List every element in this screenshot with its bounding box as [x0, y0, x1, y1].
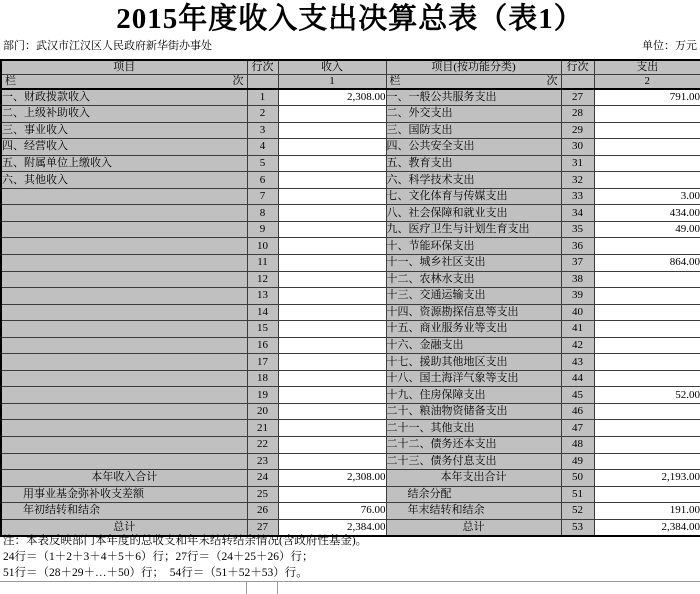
left-item-cell: 总计 — [1, 519, 247, 536]
header-lanci-right — [386, 75, 561, 90]
table-row — [1, 337, 700, 354]
right-amount-cell — [594, 321, 700, 338]
footnotes — [3, 533, 367, 581]
right-item-cell: 四、公共安全支出 — [386, 139, 561, 156]
right-amount-cell: 2,384.00 — [594, 519, 700, 536]
table-row — [1, 238, 700, 255]
table-row — [1, 403, 700, 420]
left-rownum-cell: 18 — [247, 370, 278, 387]
right-rownum-cell: 32 — [561, 172, 594, 189]
right-item-cell: 三、国防支出 — [386, 122, 561, 139]
table-row — [1, 155, 700, 172]
left-rownum-cell: 20 — [247, 403, 278, 420]
left-item-cell — [1, 436, 247, 453]
left-item-cell: 本年收入合计 — [1, 470, 247, 487]
left-amount-cell — [278, 238, 386, 255]
right-item-cell: 十四、资源勘探信息等支出 — [386, 304, 561, 321]
left-amount-cell — [278, 387, 386, 404]
left-item-cell — [1, 254, 247, 271]
right-item-cell: 结余分配 — [386, 486, 561, 503]
left-amount-cell — [278, 436, 386, 453]
table-row — [1, 271, 700, 288]
left-rownum-cell: 23 — [247, 453, 278, 470]
left-amount-cell — [278, 304, 386, 321]
right-amount-cell — [594, 106, 700, 123]
left-item-cell — [1, 403, 247, 420]
right-rownum-cell: 50 — [561, 470, 594, 487]
lan-label: 栏 — [5, 75, 16, 87]
footnote-line: 注：本表反映部门本年度的总收支和年末结转结余情况(含政府性基金)。 — [3, 535, 368, 547]
unit-label: 单位：万元 — [642, 40, 697, 52]
right-item-cell: 九、医疗卫生与计划生育支出 — [386, 221, 561, 238]
left-item-cell — [1, 221, 247, 238]
right-item-cell: 二十二、债务还本支出 — [386, 436, 561, 453]
footnote-line: 24行＝（1＋2＋3＋4＋5＋6）行；27行＝（24＋25＋26）行； — [3, 551, 314, 563]
right-rownum-cell: 30 — [561, 139, 594, 156]
table-row — [1, 254, 700, 271]
left-item-cell — [1, 453, 247, 470]
right-item-cell: 十二、农林水支出 — [386, 271, 561, 288]
left-amount-cell — [278, 139, 386, 156]
right-item-cell: 八、社会保障和就业支出 — [386, 205, 561, 222]
left-item-cell — [1, 420, 247, 437]
left-rownum-cell: 2 — [247, 106, 278, 123]
left-amount-cell — [278, 403, 386, 420]
left-amount-cell — [278, 188, 386, 205]
left-item-cell: 六、其他收入 — [1, 172, 247, 189]
table-row — [1, 221, 700, 238]
left-item-cell — [1, 188, 247, 205]
table-row — [1, 304, 700, 321]
left-rownum-cell: 26 — [247, 503, 278, 520]
left-rownum-cell: 3 — [247, 122, 278, 139]
header-row-1 — [1, 60, 700, 75]
left-amount-cell: 2,384.00 — [278, 519, 386, 536]
footnote-line: 51行＝（28＋29＋…＋50）行； 54行＝（51＋52＋53）行。 — [3, 567, 308, 579]
left-item-cell: 五、附属单位上缴收入 — [1, 155, 247, 172]
left-amount-cell: 2,308.00 — [278, 470, 386, 487]
left-amount-cell — [278, 321, 386, 338]
right-rownum-cell: 53 — [561, 519, 594, 536]
left-item-cell: 三、事业收入 — [1, 122, 247, 139]
left-item-cell: 四、经营收入 — [1, 139, 247, 156]
right-amount-cell — [594, 271, 700, 288]
left-rownum-cell: 21 — [247, 420, 278, 437]
left-amount-cell — [278, 370, 386, 387]
left-rownum-cell: 22 — [247, 436, 278, 453]
left-amount-cell — [278, 205, 386, 222]
left-rownum-cell: 1 — [247, 89, 278, 106]
right-amount-cell — [594, 337, 700, 354]
left-item-cell: 年初结转和结余 — [1, 503, 247, 520]
table-row — [1, 288, 700, 305]
header-expense: 支出 — [594, 60, 700, 75]
table-row — [1, 470, 700, 487]
right-amount-cell — [594, 155, 700, 172]
right-rownum-cell: 52 — [561, 503, 594, 520]
right-item-cell: 七、文化体育与传媒支出 — [386, 188, 561, 205]
right-amount-cell: 3.00 — [594, 188, 700, 205]
right-item-cell: 二十三、债务付息支出 — [386, 453, 561, 470]
right-item-cell: 十三、交通运输支出 — [386, 288, 561, 305]
table-row — [1, 89, 700, 106]
right-rownum-cell: 39 — [561, 288, 594, 305]
right-amount-cell — [594, 238, 700, 255]
header-expense-col-no: 2 — [594, 75, 700, 90]
left-item-cell — [1, 238, 247, 255]
left-amount-cell — [278, 271, 386, 288]
right-rownum-cell: 40 — [561, 304, 594, 321]
left-amount-cell — [278, 122, 386, 139]
table-row — [1, 420, 700, 437]
right-amount-cell: 791.00 — [594, 89, 700, 106]
left-rownum-cell: 15 — [247, 321, 278, 338]
right-rownum-cell: 27 — [561, 89, 594, 106]
right-item-cell: 十一、城乡社区支出 — [386, 254, 561, 271]
right-amount-cell — [594, 420, 700, 437]
right-rownum-cell: 28 — [561, 106, 594, 123]
lan-label: 栏 — [389, 75, 401, 87]
right-amount-cell: 191.00 — [594, 503, 700, 520]
right-rownum-cell: 34 — [561, 205, 594, 222]
gridline-remnant-vertical — [246, 581, 247, 594]
left-item-cell — [1, 271, 247, 288]
table-row — [1, 122, 700, 139]
left-amount-cell — [278, 254, 386, 271]
right-rownum-cell: 44 — [561, 370, 594, 387]
right-item-cell: 二十、粮油物资储备支出 — [386, 403, 561, 420]
right-amount-cell — [594, 486, 700, 503]
left-rownum-cell: 25 — [247, 486, 278, 503]
ci-label: 次 — [232, 75, 244, 87]
table-row — [1, 205, 700, 222]
left-amount-cell — [278, 172, 386, 189]
right-item-cell: 总计 — [386, 519, 561, 536]
left-item-cell — [1, 387, 247, 404]
header-blank-left — [247, 75, 278, 90]
right-rownum-cell: 35 — [561, 221, 594, 238]
left-item-cell — [1, 304, 247, 321]
left-rownum-cell: 4 — [247, 139, 278, 156]
table-row — [1, 106, 700, 123]
right-amount-cell: 2,193.00 — [594, 470, 700, 487]
right-rownum-cell: 29 — [561, 122, 594, 139]
header-rownum-left: 行次 — [247, 60, 278, 75]
left-item-cell: 用事业基金弥补收支差额 — [1, 486, 247, 503]
right-item-cell: 十五、商业服务业等支出 — [386, 321, 561, 338]
table-row — [1, 486, 700, 503]
right-rownum-cell: 51 — [561, 486, 594, 503]
right-amount-cell: 864.00 — [594, 254, 700, 271]
left-item-cell — [1, 354, 247, 371]
left-rownum-cell: 8 — [247, 205, 278, 222]
right-amount-cell: 434.00 — [594, 205, 700, 222]
table-row — [1, 370, 700, 387]
right-rownum-cell: 31 — [561, 155, 594, 172]
right-item-cell: 十、节能环保支出 — [386, 238, 561, 255]
left-rownum-cell: 27 — [247, 519, 278, 536]
right-rownum-cell: 47 — [561, 420, 594, 437]
left-rownum-cell: 10 — [247, 238, 278, 255]
right-rownum-cell: 38 — [561, 271, 594, 288]
meta-row — [3, 40, 697, 53]
right-rownum-cell: 48 — [561, 436, 594, 453]
department-label: 部门：武汉市江汉区人民政府新华街办事处 — [3, 40, 212, 52]
right-amount-cell — [594, 288, 700, 305]
left-rownum-cell: 7 — [247, 188, 278, 205]
left-item-cell — [1, 337, 247, 354]
header-blank-right — [561, 75, 594, 90]
right-item-cell: 年末结转和结余 — [386, 503, 561, 520]
left-amount-cell — [278, 288, 386, 305]
header-lanci-left — [1, 75, 247, 90]
header-rownum-right: 行次 — [561, 60, 594, 75]
right-item-cell: 一、一般公共服务支出 — [386, 89, 561, 106]
right-item-cell: 六、科学技术支出 — [386, 172, 561, 189]
right-amount-cell — [594, 370, 700, 387]
left-amount-cell — [278, 354, 386, 371]
right-amount-cell — [594, 172, 700, 189]
left-amount-cell: 76.00 — [278, 503, 386, 520]
right-rownum-cell: 42 — [561, 337, 594, 354]
left-item-cell — [1, 288, 247, 305]
left-amount-cell — [278, 337, 386, 354]
left-rownum-cell: 11 — [247, 254, 278, 271]
left-rownum-cell: 19 — [247, 387, 278, 404]
left-item-cell: 一、财政拨款收入 — [1, 89, 247, 106]
left-rownum-cell: 24 — [247, 470, 278, 487]
header-item-left: 项目 — [1, 60, 247, 75]
left-amount-cell — [278, 486, 386, 503]
right-item-cell: 二、外交支出 — [386, 106, 561, 123]
left-rownum-cell: 5 — [247, 155, 278, 172]
ci-label: 次 — [546, 75, 558, 87]
table-row — [1, 387, 700, 404]
table-row — [1, 172, 700, 189]
left-item-cell — [1, 370, 247, 387]
right-amount-cell — [594, 122, 700, 139]
right-item-cell: 十八、国土海洋气象等支出 — [386, 370, 561, 387]
left-rownum-cell: 16 — [247, 337, 278, 354]
right-amount-cell — [594, 436, 700, 453]
right-amount-cell — [594, 304, 700, 321]
right-rownum-cell: 33 — [561, 188, 594, 205]
right-rownum-cell: 43 — [561, 354, 594, 371]
left-amount-cell: 2,308.00 — [278, 89, 386, 106]
right-item-cell: 十七、援助其他地区支出 — [386, 354, 561, 371]
left-rownum-cell: 9 — [247, 221, 278, 238]
header-item-right: 项目(按功能分类) — [386, 60, 561, 75]
left-amount-cell — [278, 221, 386, 238]
right-item-cell: 十六、金融支出 — [386, 337, 561, 354]
right-rownum-cell: 46 — [561, 403, 594, 420]
table-header — [1, 60, 700, 89]
table-row — [1, 321, 700, 338]
right-item-cell: 十九、住房保障支出 — [386, 387, 561, 404]
right-rownum-cell: 49 — [561, 453, 594, 470]
left-rownum-cell: 17 — [247, 354, 278, 371]
table-row — [1, 188, 700, 205]
table-row — [1, 354, 700, 371]
right-amount-cell: 49.00 — [594, 221, 700, 238]
left-rownum-cell: 13 — [247, 288, 278, 305]
left-item-cell: 二、上级补助收入 — [1, 106, 247, 123]
page-title: 2015年度收入支出决算总表（表1） — [116, 3, 584, 35]
right-item-cell: 本年支出合计 — [386, 470, 561, 487]
right-rownum-cell: 37 — [561, 254, 594, 271]
right-amount-cell: 52.00 — [594, 387, 700, 404]
left-rownum-cell: 14 — [247, 304, 278, 321]
right-item-cell: 五、教育支出 — [386, 155, 561, 172]
table-row — [1, 139, 700, 156]
left-rownum-cell: 12 — [247, 271, 278, 288]
header-row-2 — [1, 75, 700, 90]
left-item-cell — [1, 321, 247, 338]
gridline-remnant-horizontal — [0, 581, 700, 582]
table-row — [1, 453, 700, 470]
table-row — [1, 503, 700, 520]
left-amount-cell — [278, 155, 386, 172]
left-amount-cell — [278, 453, 386, 470]
left-rownum-cell: 6 — [247, 172, 278, 189]
right-amount-cell — [594, 453, 700, 470]
right-rownum-cell: 41 — [561, 321, 594, 338]
header-income-col-no: 1 — [278, 75, 386, 90]
right-rownum-cell: 36 — [561, 238, 594, 255]
right-item-cell: 二十一、其他支出 — [386, 420, 561, 437]
left-amount-cell — [278, 106, 386, 123]
right-amount-cell — [594, 354, 700, 371]
left-item-cell — [1, 205, 247, 222]
table-row — [1, 436, 700, 453]
left-amount-cell — [278, 420, 386, 437]
right-rownum-cell: 45 — [561, 387, 594, 404]
table-body — [1, 89, 700, 536]
right-amount-cell — [594, 403, 700, 420]
header-income: 收入 — [278, 60, 386, 75]
gridline-remnant-vertical — [277, 581, 278, 594]
right-amount-cell — [594, 139, 700, 156]
final-accounts-table — [0, 59, 700, 537]
